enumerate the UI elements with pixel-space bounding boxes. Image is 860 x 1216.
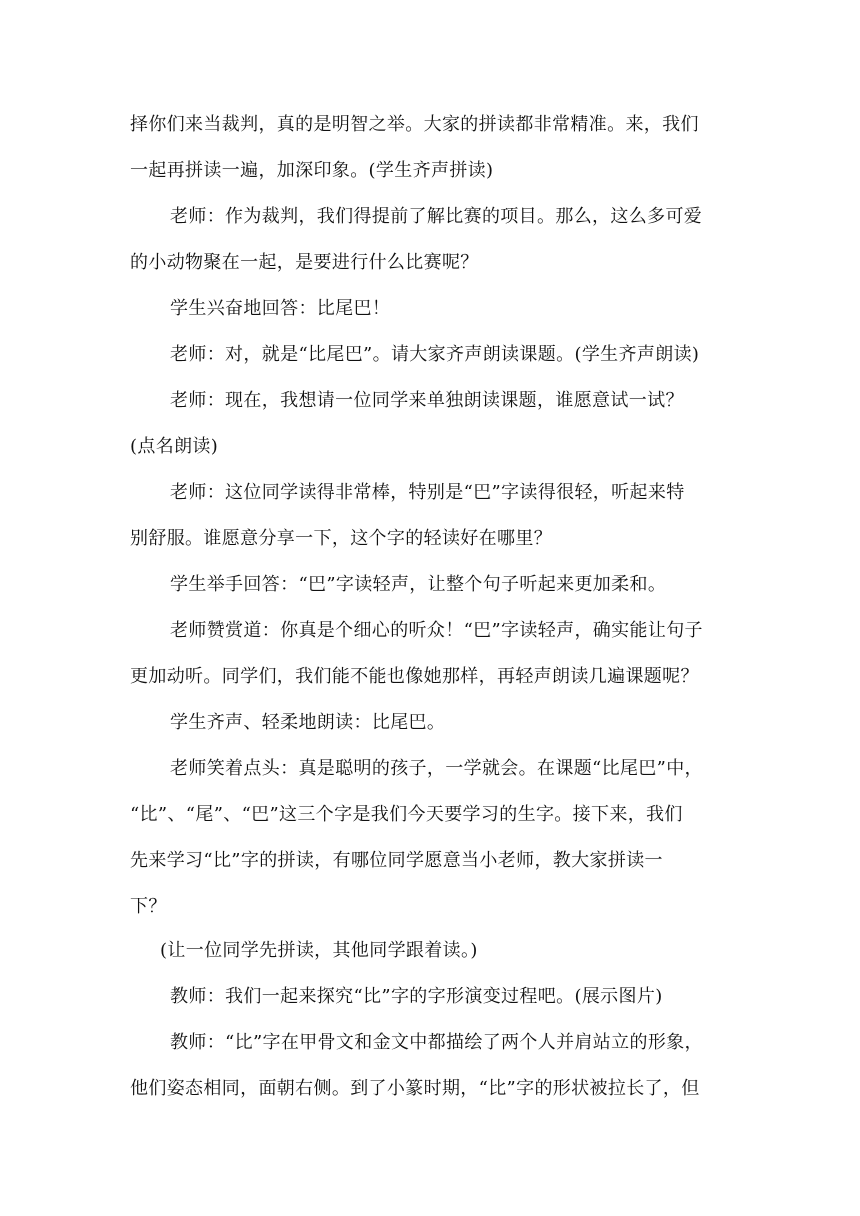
text-line: 老师笑着点头：真是聪明的孩子，一学就会。在课题“比尾巴”中， <box>170 758 703 779</box>
text-line: 教师：“比”字在甲骨文和金文中都描绘了两个人并肩站立的形象， <box>170 1032 703 1053</box>
text-line: 学生举手回答：“巴”字读轻声，让整个句子听起来更加柔和。 <box>170 574 667 595</box>
text-line: 学生齐声、轻柔地朗读：比尾巴。 <box>170 712 446 733</box>
text-line: 老师赞赏道：你真是个细心的听众！“巴”字读轻声，确实能让句子 <box>170 620 703 641</box>
text-line: 下？ <box>130 896 167 917</box>
text-line: 老师：作为裁判，我们得提前了解比赛的项目。那么，这么多可爱 <box>170 206 703 227</box>
text-line: 老师：对，就是“比尾巴”。请大家齐声朗读课题。(学生齐声朗读) <box>170 344 700 365</box>
text-line: “比”、“尾”、“巴”这三个字是我们今天要学习的生字。接下来，我们 <box>130 804 683 825</box>
text-line: 教师：我们一起来探究“比”字的字形演变过程吧。(展示图片) <box>170 986 663 1007</box>
text-line: 老师：现在，我想请一位同学来单独朗读课题，谁愿意试一试？ <box>170 390 684 411</box>
text-line: 老师：这位同学读得非常棒，特别是“巴”字读得很轻，听起来特 <box>170 482 685 503</box>
text-line: 更加动听。同学们，我们能不能也像她那样，再轻声朗读几遍课题呢？ <box>130 666 699 687</box>
text-line: 学生兴奋地回答：比尾巴！ <box>170 298 391 319</box>
text-line: (点名朗读) <box>130 436 219 457</box>
text-line: 别舒服。谁愿意分享一下，这个字的轻读好在哪里？ <box>130 528 553 549</box>
text-line: 一起再拼读一遍，加深印象。(学生齐声拼读) <box>130 160 494 181</box>
text-line: 先来学习“比”字的拼读，有哪位同学愿意当小老师，教大家拼读一 <box>130 850 663 871</box>
text-line: 择你们来当裁判，真的是明智之举。大家的拼读都非常精准。来，我们 <box>130 114 699 135</box>
text-line: (让一位同学先拼读，其他同学跟着读。) <box>160 940 478 961</box>
text-line: 的小动物聚在一起，是要进行什么比赛呢？ <box>130 252 479 273</box>
text-line: 他们姿态相同，面朝右侧。到了小篆时期，“比”字的形状被拉长了，但 <box>130 1078 700 1099</box>
